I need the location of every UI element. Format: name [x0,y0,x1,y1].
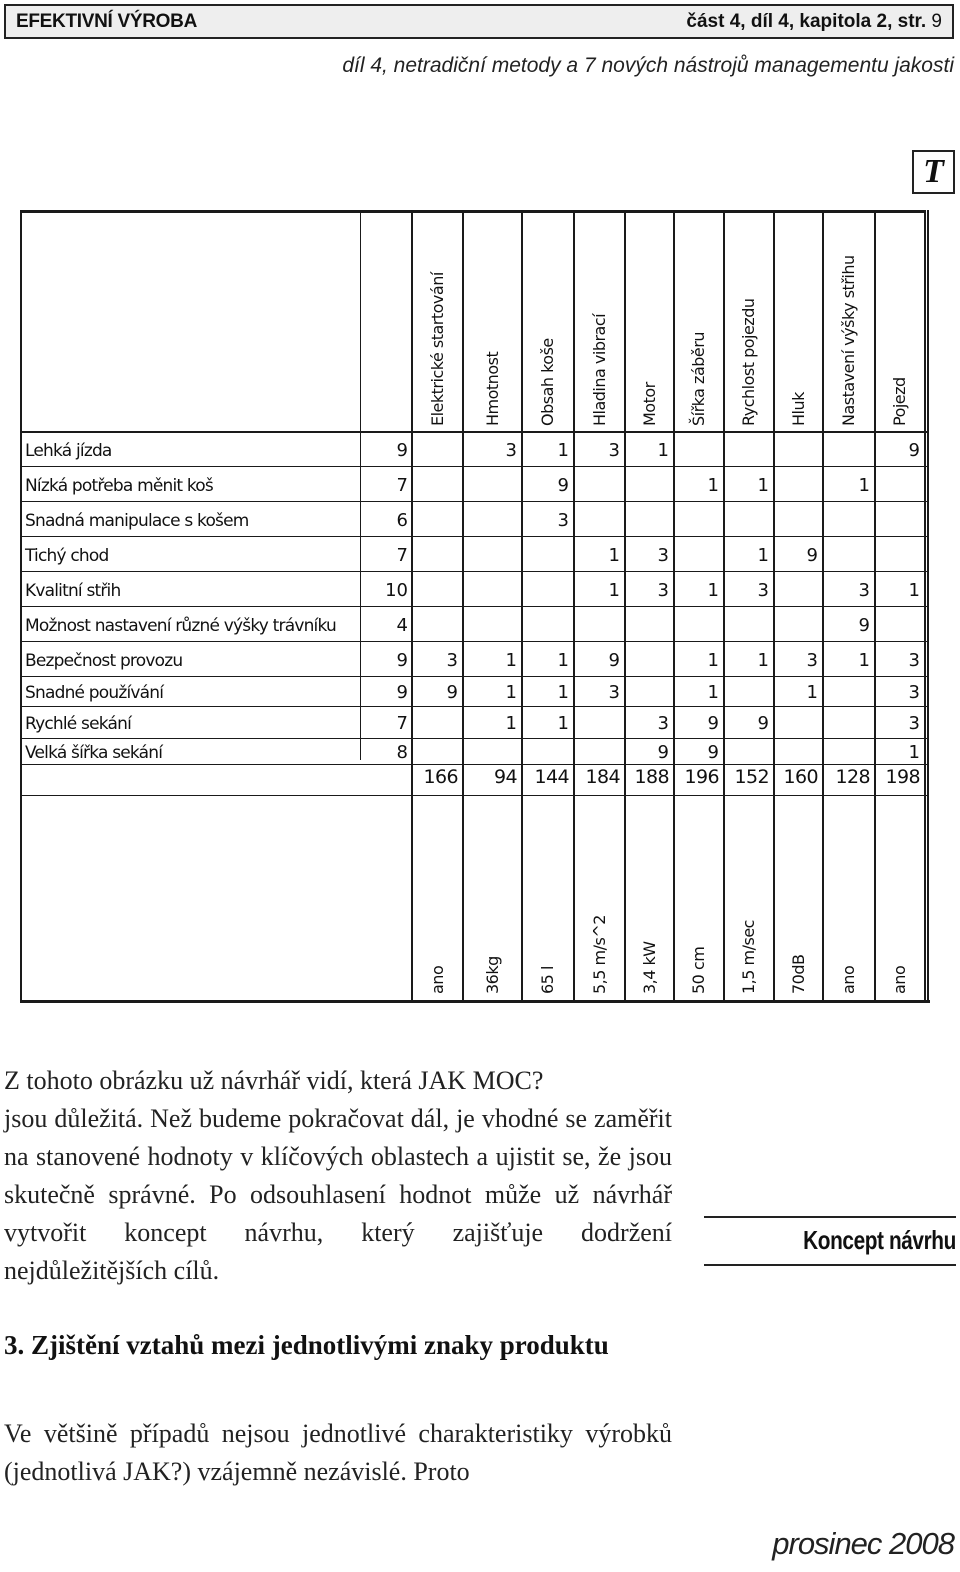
matrix-row-divider [20,795,928,796]
matrix-cell: 1 [858,649,870,671]
matrix-row-divider [20,431,928,433]
paragraph-relations: Ve většině případů nejsou jednotlivé charakteristiky výrobků (jednotlivá JAK?) vzájemně nezávislé. Proto [4,1419,672,1486]
matrix-row-divider [20,501,928,502]
matrix-cell: 3 [806,649,818,671]
matrix-cell: 1 [757,544,769,566]
column-total: 144 [534,766,569,788]
matrix-column-divider [874,210,876,1000]
matrix-cell: 1 [657,439,669,461]
matrix-column-divider [624,210,626,1000]
side-note [704,1216,956,1266]
row-label: Snadné používání [25,683,164,703]
matrix-cell: 1 [557,713,569,734]
column-total: 160 [783,766,818,788]
column-header: Pojezd [890,377,909,426]
matrix-cell: 9 [908,439,920,461]
matrix-cell: 9 [657,742,669,763]
matrix-cell: 1 [505,649,517,671]
matrix-cell: 9 [608,649,620,671]
target-value: 70dB [788,954,808,994]
matrix-cell: 1 [858,474,870,496]
matrix-cell: 1 [557,682,569,703]
matrix-row-divider [20,641,928,642]
column-total: 128 [835,766,870,788]
column-header: Elektrické startování [427,272,447,426]
matrix-cell: 1 [608,579,620,601]
row-label: Rychlé sekání [25,714,132,734]
target-value: ano [890,965,909,994]
matrix-cell: 3 [858,579,870,601]
matrix-cell: 1 [557,439,569,461]
row-label: Lehká jízda [25,440,112,461]
matrix-column-divider [822,210,824,1000]
row-label: Bezpečnost provozu [25,650,183,671]
matrix-cell: 9 [707,713,719,734]
matrix-column-divider [573,210,575,1000]
target-value: 5,5 m/s^2 [589,915,609,994]
row-label: Nízká potřeba měnit koš [25,475,213,496]
matrix-cell: 1 [505,713,517,734]
matrix-cell: 9 [707,742,719,763]
matrix-cell: 3 [757,579,769,601]
paragraph-intro-rest: jsou důležitá. Než budeme pokračovat dál, je vhodné se zaměřit na stanovené hodnoty v klíčových oblastech a ujistit se, že jsou skutečně správné. Po odsouhlasení hodnot může už návrhář vytvořit koncept návrhu, který zajišťuje dodržení nejdůležitějších cílů. [4,1104,672,1285]
row-weight: 7 [396,544,408,566]
matrix-cell: 3 [657,579,669,601]
row-label: Velká šířka sekání [25,743,163,763]
column-total: 184 [585,766,620,788]
matrix-bottom-border [20,1000,930,1003]
row-weight: 9 [396,439,408,461]
margin-badge: T [912,150,955,194]
matrix-cell: 3 [557,509,569,531]
matrix-cell: 1 [707,579,719,601]
matrix-cell: 9 [446,682,458,703]
matrix-column-divider [773,210,775,1000]
matrix-cell: 1 [608,544,620,566]
column-header: Motor [639,382,659,426]
column-header: Nastavení výšky střihu [839,255,858,426]
column-total: 198 [885,766,920,788]
paragraph-intro-line1: Z tohoto obrázku už návrhář vidí, která JAK MOC? [4,1066,544,1095]
column-header: Rychlost pojezdu [739,298,758,426]
column-total: 94 [494,766,517,788]
matrix-column-divider [462,210,464,1000]
matrix-left-border [20,210,22,1000]
row-weight: 8 [396,742,408,763]
paragraph-intro [4,1062,672,1290]
column-header: Hluk [788,392,808,426]
matrix-column-divider [924,210,926,1000]
side-note-label: Koncept návrhu [803,1225,956,1255]
matrix-cell: 3 [608,439,620,461]
matrix-cell: 9 [757,713,769,734]
matrix-cell: 3 [908,682,920,703]
matrix-cell: 1 [707,474,719,496]
matrix-cell: 1 [707,649,719,671]
row-weight: 9 [396,649,408,671]
matrix-row-divider [20,606,928,607]
matrix-cell: 1 [806,682,818,703]
row-label: Kvalitní střih [25,580,121,601]
target-value: 3,4 kW [639,941,659,994]
column-total: 196 [684,766,719,788]
column-header: Hladina vibrací [589,313,609,426]
column-header: Obsah koše [538,338,557,426]
matrix-row-divider [20,738,928,739]
row-weight: 7 [396,474,408,496]
chapter-subtitle: díl 4, netradiční metody a 7 nových nástrojů managementu jakosti [342,54,954,77]
matrix-cell: 1 [505,682,517,703]
page-location-text: část 4, díl 4, kapitola 2, str. [686,11,927,32]
row-weight: 7 [396,713,408,734]
column-total: 188 [634,766,669,788]
matrix-cell: 9 [806,544,818,566]
matrix-cell: 1 [908,579,920,601]
weight-column-divider [360,210,361,760]
column-header: Šířka záběru [689,332,708,426]
matrix-cell: 9 [557,474,569,496]
matrix-cell: 3 [505,439,517,461]
matrix-cell: 1 [757,649,769,671]
page-number: 9 [931,11,942,32]
target-value: ano [839,965,858,994]
footer-date: prosinec 2008 [772,1526,954,1561]
matrix-cell: 9 [858,614,870,636]
matrix-cell: 3 [657,544,669,566]
matrix-cell: 3 [608,682,620,703]
row-label: Tichý chod [25,545,109,566]
matrix-column-divider [411,210,413,1000]
matrix-column-divider [521,210,523,1000]
matrix-cell: 1 [707,682,719,703]
row-weight: 4 [396,614,408,636]
row-weight: 10 [385,579,408,601]
matrix-cell: 3 [446,649,458,671]
matrix-top-border [20,210,926,213]
matrix-row-divider [20,466,928,467]
target-value: ano [427,965,447,994]
matrix-cell: 1 [557,649,569,671]
target-value: 65 l [538,966,557,994]
row-label: Snadná manipulace s košem [25,510,249,531]
target-value: 36kg [482,956,502,994]
row-label: Možnost nastavení různé výšky trávníku [25,615,336,636]
column-total: 152 [734,766,769,788]
section-heading: 3. Zjištění vztahů mezi jednotlivými znaky produktu [4,1330,609,1360]
target-value: 50 cm [689,946,708,994]
column-header: Hmotnost [482,351,502,426]
matrix-row-divider [20,571,928,572]
matrix-row-divider [20,764,928,765]
matrix-cell: 1 [908,742,920,763]
matrix-row-divider [20,676,928,677]
target-value: 1,5 m/sec [739,920,758,994]
row-weight: 9 [396,682,408,703]
matrix-row-divider [20,536,928,537]
section-title: EFEKTIVNÍ VÝROBA [16,11,197,32]
column-total: 166 [423,766,458,788]
matrix-cell: 3 [657,713,669,734]
matrix-row-divider [20,706,928,707]
matrix-cell: 3 [908,649,920,671]
matrix-cell: 1 [757,474,769,496]
row-weight: 6 [396,509,408,531]
matrix-cell: 3 [908,713,920,734]
matrix-column-divider [673,210,675,1000]
matrix-column-divider [723,210,725,1000]
